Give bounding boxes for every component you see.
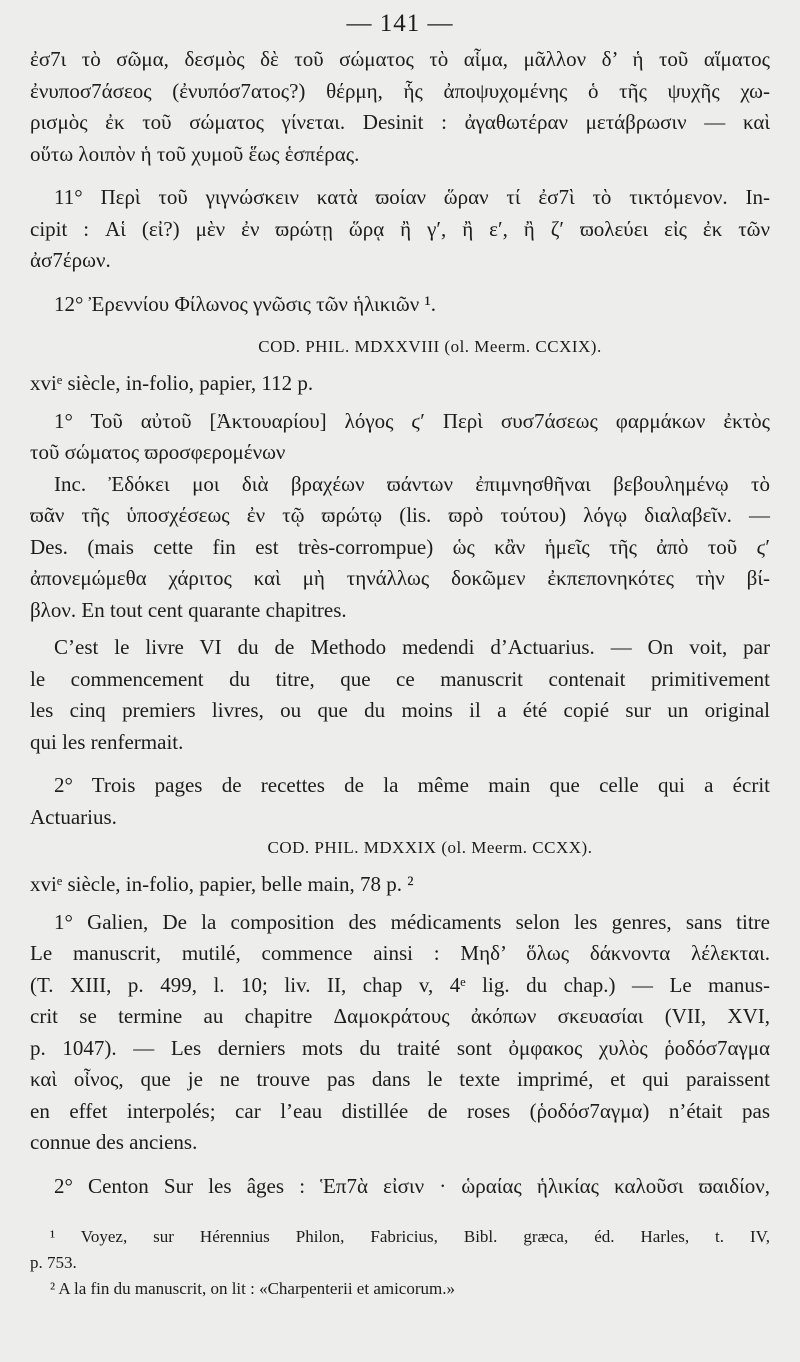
paragraph-commentary (30, 632, 770, 758)
text-line: 2° Centon Sur les âges : Ἑπ7ὰ εἰσιν · ὡραίας ἡλικίας καλοῦσι ϖαιδίον, (54, 1173, 770, 1198)
footnote-1 (30, 1224, 770, 1276)
text-line: p. 1047). — Les derniers mots du traité sont ὀμφακος χυλὸς ῥοδόσ7αγμα (30, 1035, 770, 1060)
paragraph-item-11 (30, 182, 770, 277)
text-line: (T. XIII, p. 499, l. 10; liv. II, chap v, 4ᵉ lig. du chap.) — Le manus- (30, 972, 770, 997)
paragraph-incipit (30, 469, 770, 627)
codex-heading-mdxxix: COD. PHIL. MDXXIX (ol. Meerm. CCXX). (267, 838, 593, 857)
paragraph-recipes (30, 770, 770, 833)
text-line: les cinq premiers livres, ou que du moins il a été copié sur un original (30, 698, 770, 722)
paragraph-actuarius-title (30, 406, 770, 469)
paragraph-continuation (30, 44, 770, 170)
text-line: C’est le livre VI du de Methodo medendi d’Actuarius. — On voit, par (54, 635, 770, 659)
text-line: xviᵉ siècle, in-folio, papier, 112 p. (30, 371, 314, 395)
text-line: 1° Galien, De la composition des médicaments selon les genres, sans titre (54, 909, 770, 934)
text-line: 12° Ἐρεννίου Φίλωνος γνῶσις τῶν ἡλικιῶν ¹. (54, 291, 437, 316)
paragraph-item-12 (30, 289, 770, 321)
footnote-line: ¹ Voyez, sur Hérennius Philon, Fabricius, Bibl. græca, éd. Harles, t. IV, (50, 1227, 770, 1246)
footnote-line: ² A la fin du manuscrit, on lit : «Charpenterii et amicorum.» (50, 1279, 455, 1298)
text-line: οὕτω λοιπὸν ἡ τοῦ χυμοῦ ἕως ἑσπέρας. (30, 141, 360, 166)
page-number: — 141 — (346, 10, 454, 37)
text-line: ἐσ7ι τὸ σῶμα, δεσμὸς δὲ τοῦ σώματος τὸ αἷμα, μᾶλλον δ’ ἡ τοῦ αἵματος (30, 47, 770, 71)
text-line: ϖᾶν τῆς ὑποσχέσεως ἐν τῷ ϖρώτῳ (lis. ϖρὸ τούτου) λόγῳ διαλαβεῖν. — (30, 503, 770, 527)
text-line: 11° Περὶ τοῦ γιγνώσκειν κατὰ ϖοίαν ὥραν τί ἐσ7ὶ τὸ τικτόμενον. In- (54, 185, 770, 209)
text-line: Le manuscrit, mutilé, commence ainsi : Μηδ’ ὅλως δάκνοντα λέλεκται. (30, 941, 770, 965)
text-line: qui les renfermait. (30, 729, 184, 754)
codex-description-mdxxix (30, 869, 770, 901)
text-line: ἀσ7έρων. (30, 248, 111, 272)
text-line: xviᵉ siècle, in-folio, papier, belle main, 78 p. ² (30, 872, 414, 896)
text-line: Actuarius. (30, 804, 117, 829)
text-line: ἐνυποσ7άσεος (ἐνυπόσ7ατος?) θέρμη, ἧς ἀποψυχομένης ὁ τῆς ψυχῆς χω- (30, 78, 770, 103)
footnote-2 (30, 1276, 770, 1302)
text-line: 2° Trois pages de recettes de la même main que celle qui a écrit (54, 773, 770, 797)
text-line: τοῦ σώματος ϖροσφερομένων (30, 440, 286, 464)
text-line: cipit : Αἱ (εἰ?) μὲν ἐν ϖρώτῃ ὥρᾳ ἢ γ′, ἢ ε′, ἢ ζ′ ϖολεύει εἰς ἐκ τῶν (30, 216, 770, 241)
codex-heading-mdxxviii: COD. PHIL. MDXXVIII (ol. Meerm. CCXIX). (258, 337, 602, 356)
text-line: connue des anciens. (30, 1130, 198, 1154)
text-line: Inc. Ἐδόκει μοι διὰ βραχέων ϖάντων ἐπιμνησθῆναι βεβουλημένῳ τὸ (54, 471, 770, 496)
text-line: 1° Τοῦ αὐτοῦ [Ἀκτουαρίου] λόγος ϛ′ Περὶ συσ7άσεως φαρμάκων ἐκτὸς (54, 408, 770, 433)
paragraph-centon (30, 1171, 770, 1203)
text-line: crit se termine au chapitre Δαμοκράτους ἀκόπων σκευασίαι (VII, XVI, (30, 1004, 770, 1028)
codex-description-mdxxviii (30, 368, 770, 400)
text-line: ρισμὸς ἐκ τοῦ σώματος γίνεται. Desinit : ἀγαθωτέραν μετάβρωσιν — καὶ (30, 110, 770, 134)
paragraph-galien (30, 907, 770, 1159)
text-line: Des. (mais cette fin est très-corrompue) ὡς κἂν ἡμεῖς τῆς ἀπὸ τοῦ ϛ′ (30, 534, 770, 559)
text-line: βλον. En tout cent quarante chapitres. (30, 597, 347, 622)
text-line: ἀπονεμώμεθα χάριτος καὶ μὴ τηνάλλως δοκῶμεν ἐκπεπονηκότες τὴν βί- (30, 566, 770, 590)
text-line: καὶ οἶνος, que je ne trouve pas dans le texte imprimé, et qui paraissent (30, 1067, 770, 1091)
text-line: le commencement du titre, que ce manuscrit contenait primitivement (30, 666, 770, 691)
footnote-line: p. 753. (30, 1253, 77, 1272)
text-line: en effet interpolés; car l’eau distillée de roses (ῥοδόσ7αγμα) n’était pas (30, 1098, 770, 1123)
